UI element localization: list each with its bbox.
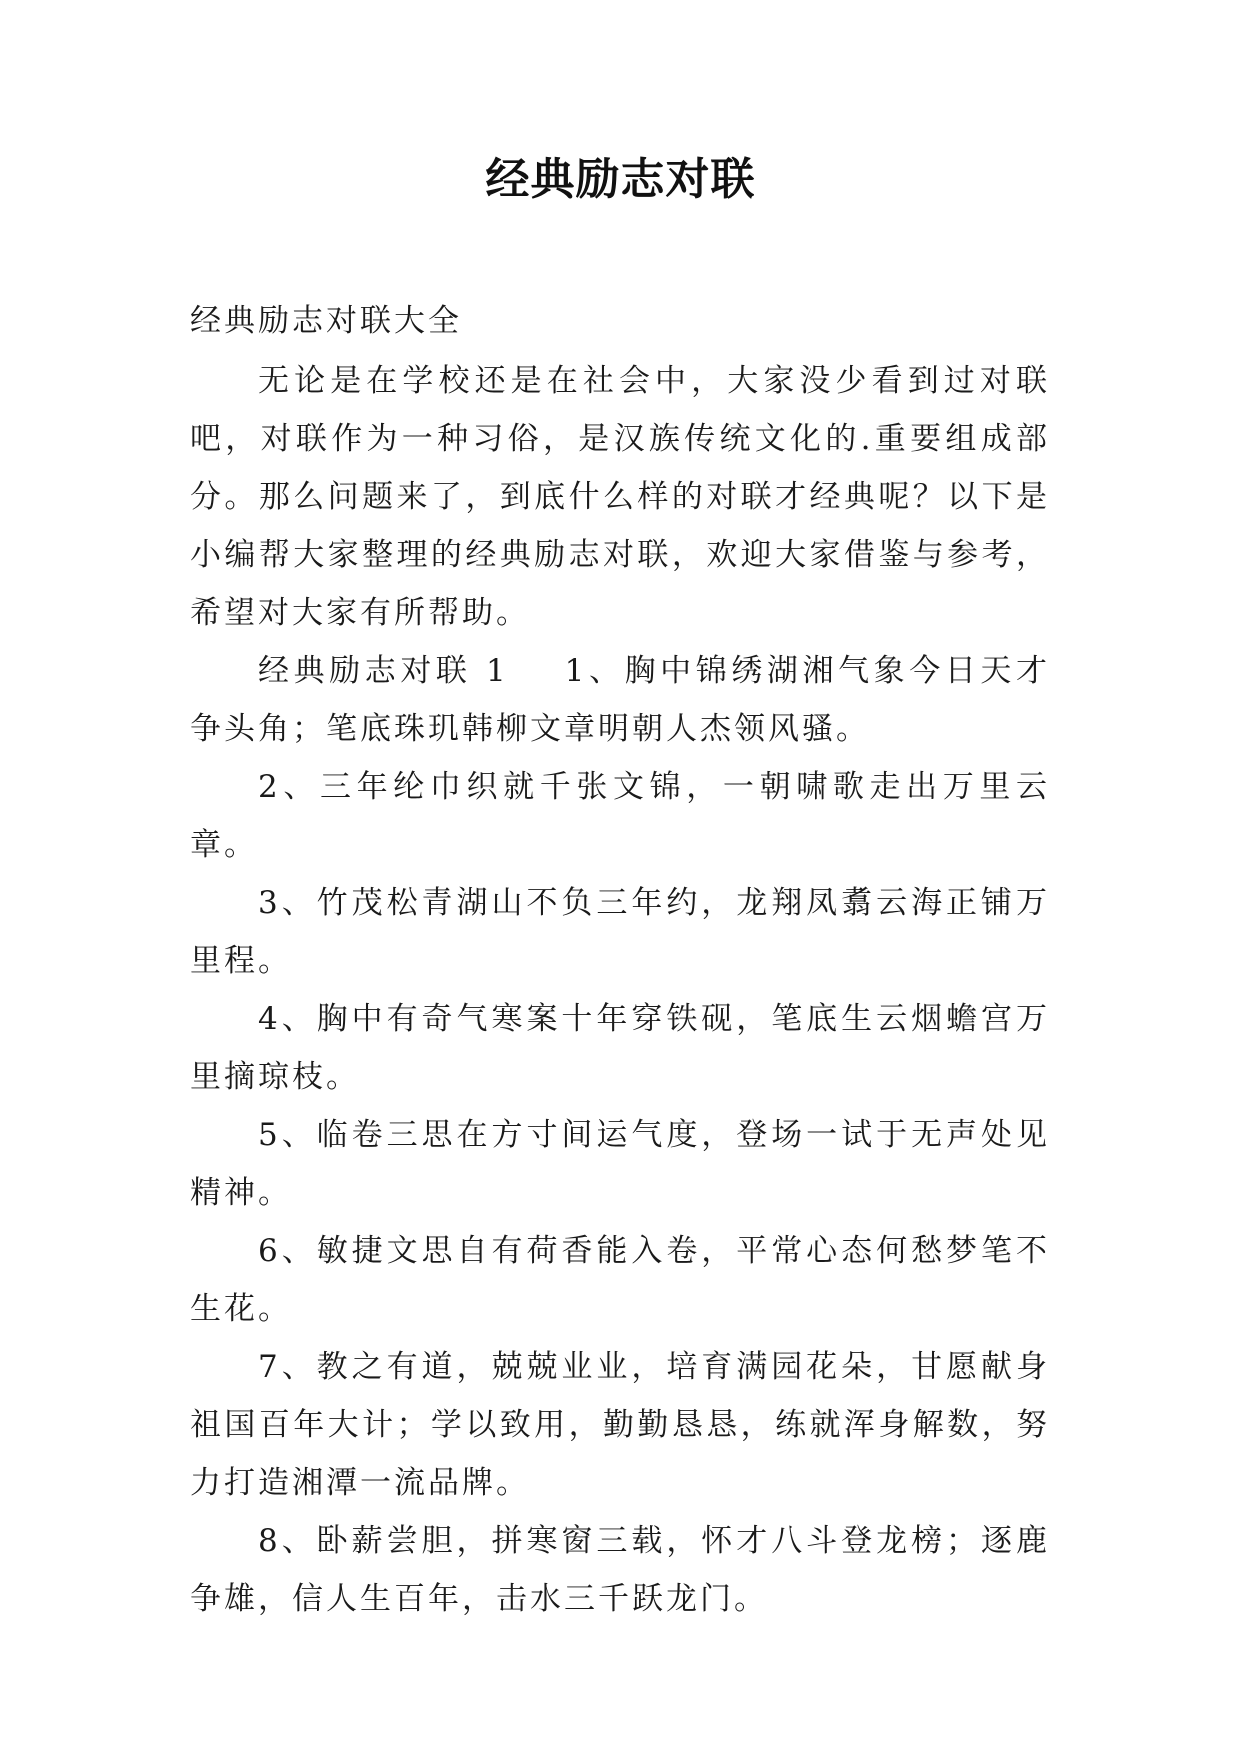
document-title: 经典励志对联	[485, 154, 756, 205]
section-paragraph	[190, 642, 1050, 758]
couplet-item: 5、临卷三思在方寸间运气度，登场一试于无声处见精神。	[190, 1117, 1050, 1211]
document-subtitle: 经典励志对联大全	[190, 303, 462, 339]
couplet-item: 8、卧薪尝胆，拼寒窗三载，怀才八斗登龙榜；逐鹿争雄，信人生百年，击水三千跃龙门。	[190, 1523, 1050, 1617]
couplet-item: 7、教之有道，兢兢业业，培育满园花朵，甘愿献身祖国百年大计；学以致用，勤勤恳恳，练就浑身解数，努力打造湘潭一流品牌。	[190, 1349, 1050, 1501]
couplet-item: 6、敏捷文思自有荷香能入卷，平常心态何愁梦笔不生花。	[190, 1233, 1050, 1327]
couplet-item: 1、胸中锦绣湖湘气象今日天才争头角；笔底珠玑韩柳文章明朝人杰领风骚。	[190, 653, 1050, 747]
couplet-item: 3、竹茂松青湖山不负三年约，龙翔凤翥云海正铺万里程。	[190, 885, 1050, 979]
intro-paragraph: 无论是在学校还是在社会中，大家没少看到过对联吧，对联作为一种习俗，是汉族传统文化的.重要组成部分。那么问题来了，到底什么样的对联才经典呢？以下是小编帮大家整理的经典励志对联，欢迎大家借鉴与参考，希望对大家有所帮助。	[190, 363, 1050, 631]
document-body	[190, 292, 1050, 1628]
section-heading: 经典励志对联 1	[258, 653, 509, 689]
couplet-item: 2、三年纶巾织就千张文锦，一朝啸歌走出万里云章。	[190, 769, 1050, 863]
couplet-item: 4、胸中有奇气寒案十年穿铁砚，笔底生云烟蟾宫万里摘琼枝。	[190, 1001, 1050, 1095]
